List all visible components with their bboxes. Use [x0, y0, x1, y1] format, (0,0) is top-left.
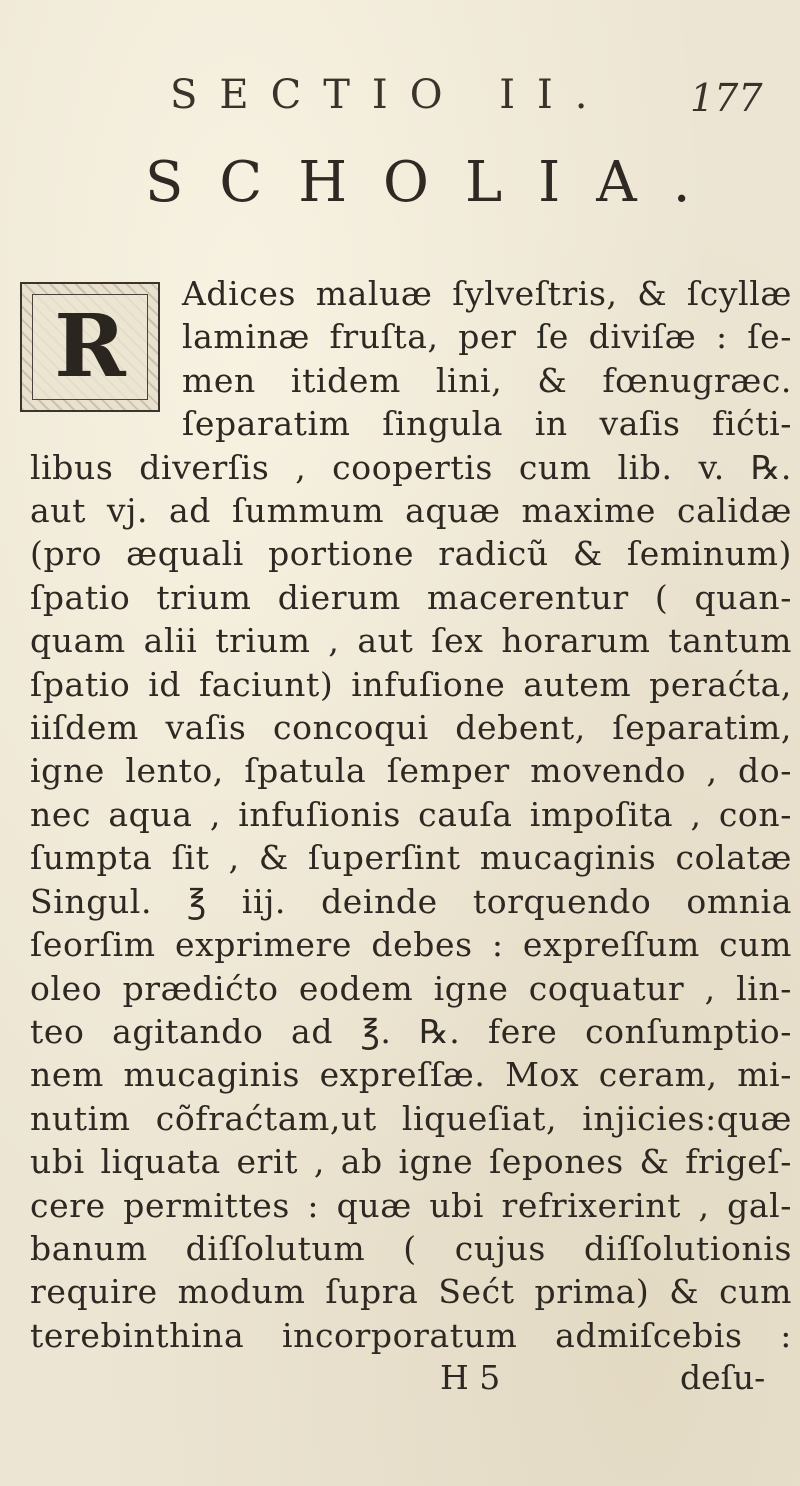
text-line: terebinthina incorporatum admiſcebis :: [30, 1315, 792, 1355]
running-head: SECTIO II.: [170, 72, 610, 118]
text-line: aut vj. ad ſummum aquæ maxime calidæ: [30, 491, 792, 531]
text-line: ſpatio id faciunt) infuſione autem peraćta,: [30, 664, 792, 704]
signature-mark: H 5: [440, 1358, 501, 1397]
text-line: Adices maluæ ſylveſtris, & ſcyllæ: [182, 274, 792, 313]
page-number: 177: [690, 76, 763, 120]
text-line: (pro æquali portione radicũ & ſeminum): [30, 534, 792, 574]
text-line: ſpatio trium dierum macerentur ( quan-: [30, 577, 792, 617]
body-text: [30, 272, 792, 1357]
text-line: require modum ſupra Sećt prima) & cum: [30, 1272, 792, 1312]
text-line: laminæ fruſta, per ſe diviſæ : ſe-: [182, 317, 792, 357]
text-line: libus diverſis , coopertis cum lib. v. ℞.: [30, 447, 792, 487]
text-line: cere permittes : quæ ubi refrixerint , gal-: [30, 1185, 792, 1225]
text-line: oleo prædićto eodem igne coquatur , lin-: [30, 968, 792, 1008]
text-line: ſeparatim ſingula in vaſis fićti-: [182, 404, 792, 444]
text-line: nutim cõfraćtam,ut liqueſiat, injicies:quæ: [30, 1098, 792, 1138]
text-line: ſumpta ſit , & ſuperſint mucaginis colatæ: [30, 838, 792, 878]
text-line: teo agitando ad ℥. ℞. fere conſumptio-: [30, 1011, 792, 1051]
text-line: Singul. ℥ iij. deinde torquendo omnia: [30, 881, 792, 921]
section-title: SCHOLIA.: [145, 150, 727, 215]
text-line: nem mucaginis expreſſæ. Mox ceram, mi-: [30, 1055, 792, 1095]
text-line: men itidem lini, & fœnugræc.: [182, 360, 792, 400]
initial-letter: R: [54, 296, 126, 397]
text-line: banum diſſolutum ( cujus diſſolutionis: [30, 1228, 792, 1268]
text-line: igne lento, ſpatula ſemper movendo , do-: [30, 751, 792, 791]
text-line: iiſdem vaſis concoqui debent, ſeparatim,: [30, 708, 792, 748]
text-line: quam alii trium , aut ſex horarum tantum: [30, 621, 792, 661]
text-line: ubi liquata erit , ab igne ſepones & frigeſ-: [30, 1142, 792, 1182]
text-line: nec aqua , infuſionis cauſa impoſita , con-: [30, 794, 792, 834]
catchword: deſu-: [680, 1358, 766, 1397]
text-line: ſeorſim exprimere debes : expreſſum cum: [30, 925, 792, 965]
